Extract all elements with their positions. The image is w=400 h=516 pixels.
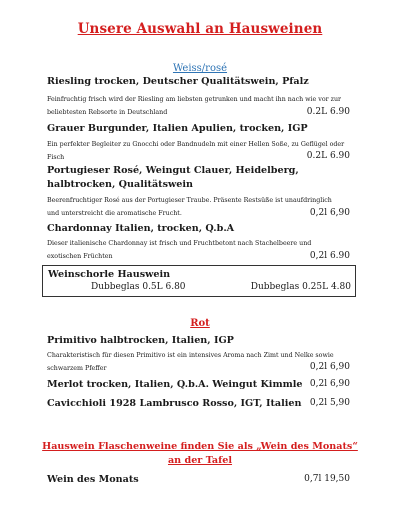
wine-of-month-name: Wein des Monats: [47, 474, 139, 485]
wine-price: 0.2L 6.90: [306, 107, 350, 117]
wine-name: Primitivo halbtrocken, Italien, IGP: [47, 335, 234, 346]
wine-name: Portugieser Rosé, Weingut Clauer, Heidelberg, halbtrocken, Qualitätswein: [47, 165, 299, 190]
section-header-rot: Rot: [190, 318, 210, 329]
schorle-box: [42, 265, 356, 297]
wine-name: Merlot trocken, Italien, Q.b.A. Weingut Kimmle: [47, 379, 303, 390]
wine-description: Ein perfekter Begleiter zu Gnocchi oder Bandnudeln mit einer Hellen Soße, zu Geflügel oder Fisch: [47, 141, 345, 161]
schorle-price-small: Dubbeglas 0.25L 4.80: [250, 282, 351, 292]
wine-description: Beerenfruchtiger Rosé aus der Portugieser Traube. Präsente Restsüße ist unaufdringlich und unterstreicht die aromatische Frucht.: [47, 197, 332, 217]
schorle-price-large: Dubbeglas 0.5L 6.80: [91, 282, 186, 292]
section-header-weiss: Weiss/rosé: [172, 63, 228, 74]
wine-name: Chardonnay Italien, trocken, Q.b.A: [47, 223, 235, 234]
wine-price: 0,2l 6,90: [309, 208, 350, 218]
schorle-name: Weinschorle Hauswein: [48, 269, 171, 280]
wine-name: Cavicchioli 1928 Lambrusco Rosso, IGT, Italien: [47, 398, 302, 409]
wine-price: 0,2l 6.90: [309, 251, 350, 261]
wine-price: 0,2l 6,90: [309, 379, 350, 389]
wine-description: Charakteristisch für diesen Primitivo ist ein intensives Aroma nach Zimt und Nelke sowie schwarzem Pfeffer: [47, 352, 334, 372]
wine-name: Riesling trocken, Deutscher Qualitätswein, Pfalz: [47, 76, 309, 87]
wine-of-month-price: 0,7l 19,50: [304, 474, 350, 484]
wine-description: Dieser italienische Chardonnay ist frisch und Fruchtbetont nach Stachelbeere und exotischen Früchten: [47, 240, 312, 260]
wine-price: 0.2L 6.90: [306, 151, 350, 161]
flaschenwein-notice: Hauswein Flaschenweine finden Sie als „Wein des Monats“ an der Tafel: [42, 441, 358, 466]
page-title: Unsere Auswahl an Hausweinen: [77, 21, 323, 37]
wine-price: 0,2l 5,90: [309, 398, 350, 408]
wine-description: Feinfruchtig frisch wird der Riesling am liebsten getrunken und macht ihn nach wie vor zur beliebtesten Rebsorte in Deutschland: [47, 96, 342, 116]
wine-name: Grauer Burgunder, Italien Apulien, trocken, IGP: [47, 123, 308, 134]
wine-price: 0,2l 6,90: [309, 362, 350, 372]
